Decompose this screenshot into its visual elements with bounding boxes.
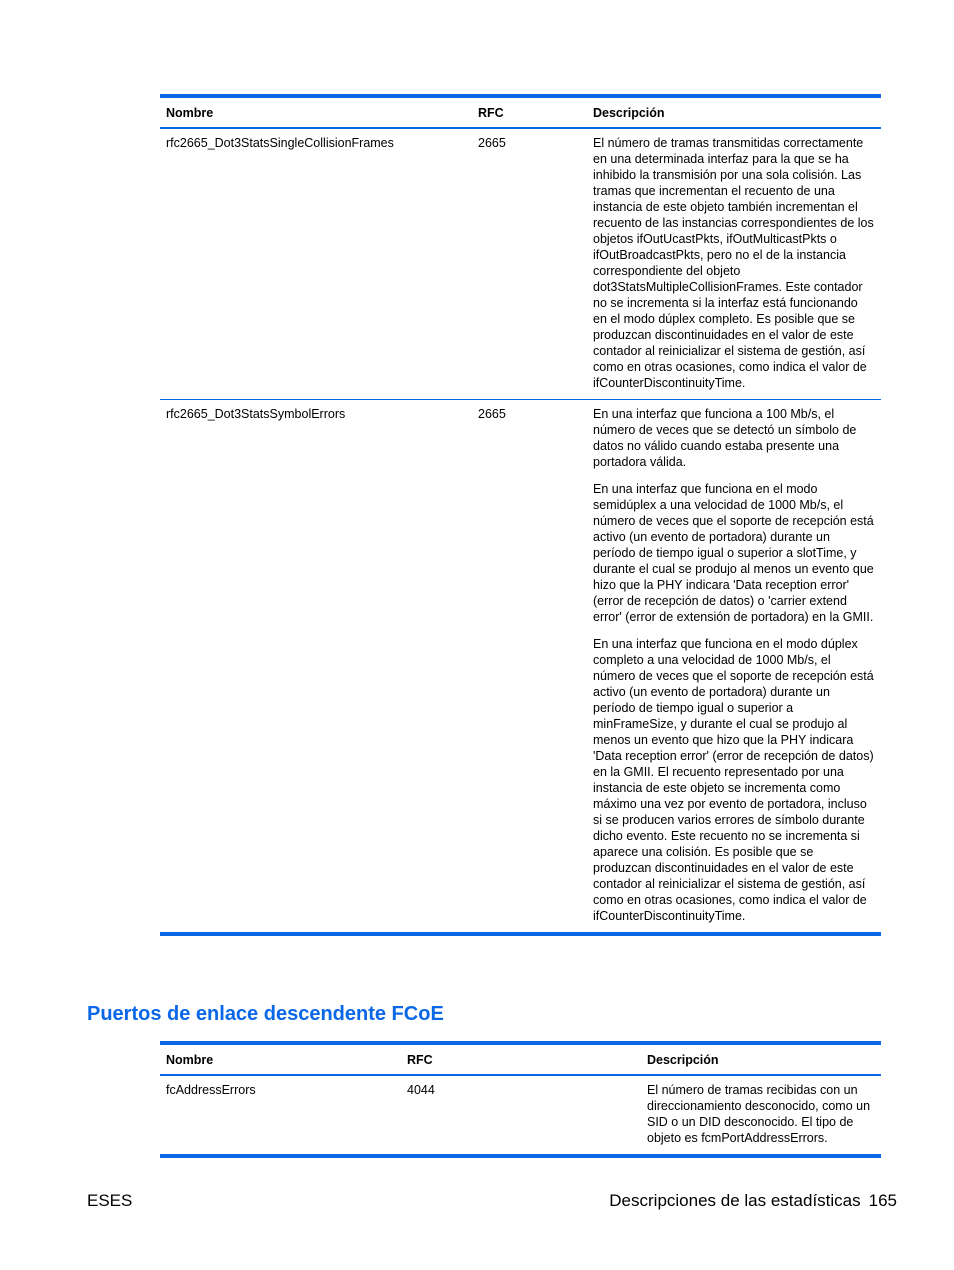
column-header-rfc: RFC (472, 96, 587, 128)
cell-name: rfc2665_Dot3StatsSingleCollisionFrames (160, 128, 472, 400)
description-paragraph: En una interfaz que funciona en el modo dúplex completo a una velocidad de 1000 Mb/s, el número de veces que el soporte de recepción está activo (un evento de portadora) durante un período de tiempo igual o superior a minFrameSize, y durante el cual se produjo al menos un evento que hizo que la PHY indicara 'Data reception error' (error de recepción de datos) en la GMII. El recuento representado por una instancia de este objeto se incrementa como máximo una vez por evento de portadora, incluso si se producen varios errores de símbolo durante dicho evento. Este recuento no se incrementa si aparece una colisión. Es posible que se produzcan discontinuidades en el valor de este contador al reinicializar el sistema de gestión, así como en otras ocasiones, como indica el valor de ifCounterDiscontinuityTime. (593, 637, 874, 923)
cell-name: rfc2665_Dot3StatsSymbolErrors (160, 400, 472, 935)
cell-rfc: 4044 (401, 1075, 641, 1156)
page-number: 165 (868, 1191, 897, 1210)
description-paragraph: En una interfaz que funciona en el modo semidúplex a una velocidad de 1000 Mb/s, el número de veces que el soporte de recepción está activo (un evento de portadora) durante un período de tiempo igual o superior a slotTime, y durante el cual se produjo al menos un evento que hizo que la PHY indicara 'Data reception error' (error de recepción de datos) o 'carrier extend error' (error de extensión de portadora) en la GMII. (593, 482, 874, 624)
description-paragraph: El número de tramas transmitidas correctamente en una determinada interfaz para la que se ha inhibido la transmisión por una sola colisión. Las tramas que incrementan el recuento de una instancia de este objeto también incrementan el recuento de las instancias correspondientes de los objetos ifOutUcastPkts, ifOutMulticastPkts o ifOutBroadcastPkts, pero no el de la instancia correspondiente del objeto dot3StatsMultipleCollisionFrames. Este contador no se incrementa si la interfaz está funcionando en el modo dúplex completo. Es posible que se produzcan discontinuidades en el valor de este contador al reinicializar el sistema de gestión, así como en otras ocasiones, como indica el valor de ifCounterDiscontinuityTime. (593, 136, 874, 390)
column-header-name: Nombre (160, 96, 472, 128)
table-header-row (160, 1043, 881, 1075)
stats-table-1 (160, 94, 881, 936)
cell-description (587, 400, 881, 935)
table-row (160, 400, 881, 935)
cell-description (587, 128, 881, 400)
footer-chapter-title: Descripciones de las estadísticas (609, 1191, 861, 1210)
table-header-row (160, 96, 881, 128)
column-header-description: Descripción (641, 1043, 881, 1075)
column-header-description: Descripción (587, 96, 881, 128)
cell-name: fcAddressErrors (160, 1075, 401, 1156)
footer-page-info (609, 1191, 897, 1211)
description-paragraph: En una interfaz que funciona a 100 Mb/s, el número de veces que se detectó un símbolo de datos no válido cuando estaba presente una portadora válida. (593, 407, 857, 469)
description-paragraph: El número de tramas recibidas con un direccionamiento desconocido, como un SID o un DID desconocido. El tipo de objeto es fcmPortAddressErrors. (647, 1083, 871, 1145)
table-row (160, 128, 881, 400)
column-header-name: Nombre (160, 1043, 401, 1075)
column-header-rfc: RFC (401, 1043, 641, 1075)
cell-description (641, 1075, 881, 1156)
footer-locale-code: ESES (87, 1191, 133, 1210)
section-heading: Puertos de enlace descendente FCoE (87, 1003, 444, 1025)
stats-table-2 (160, 1041, 881, 1158)
cell-rfc: 2665 (472, 400, 587, 935)
table-row (160, 1075, 881, 1156)
cell-rfc: 2665 (472, 128, 587, 400)
